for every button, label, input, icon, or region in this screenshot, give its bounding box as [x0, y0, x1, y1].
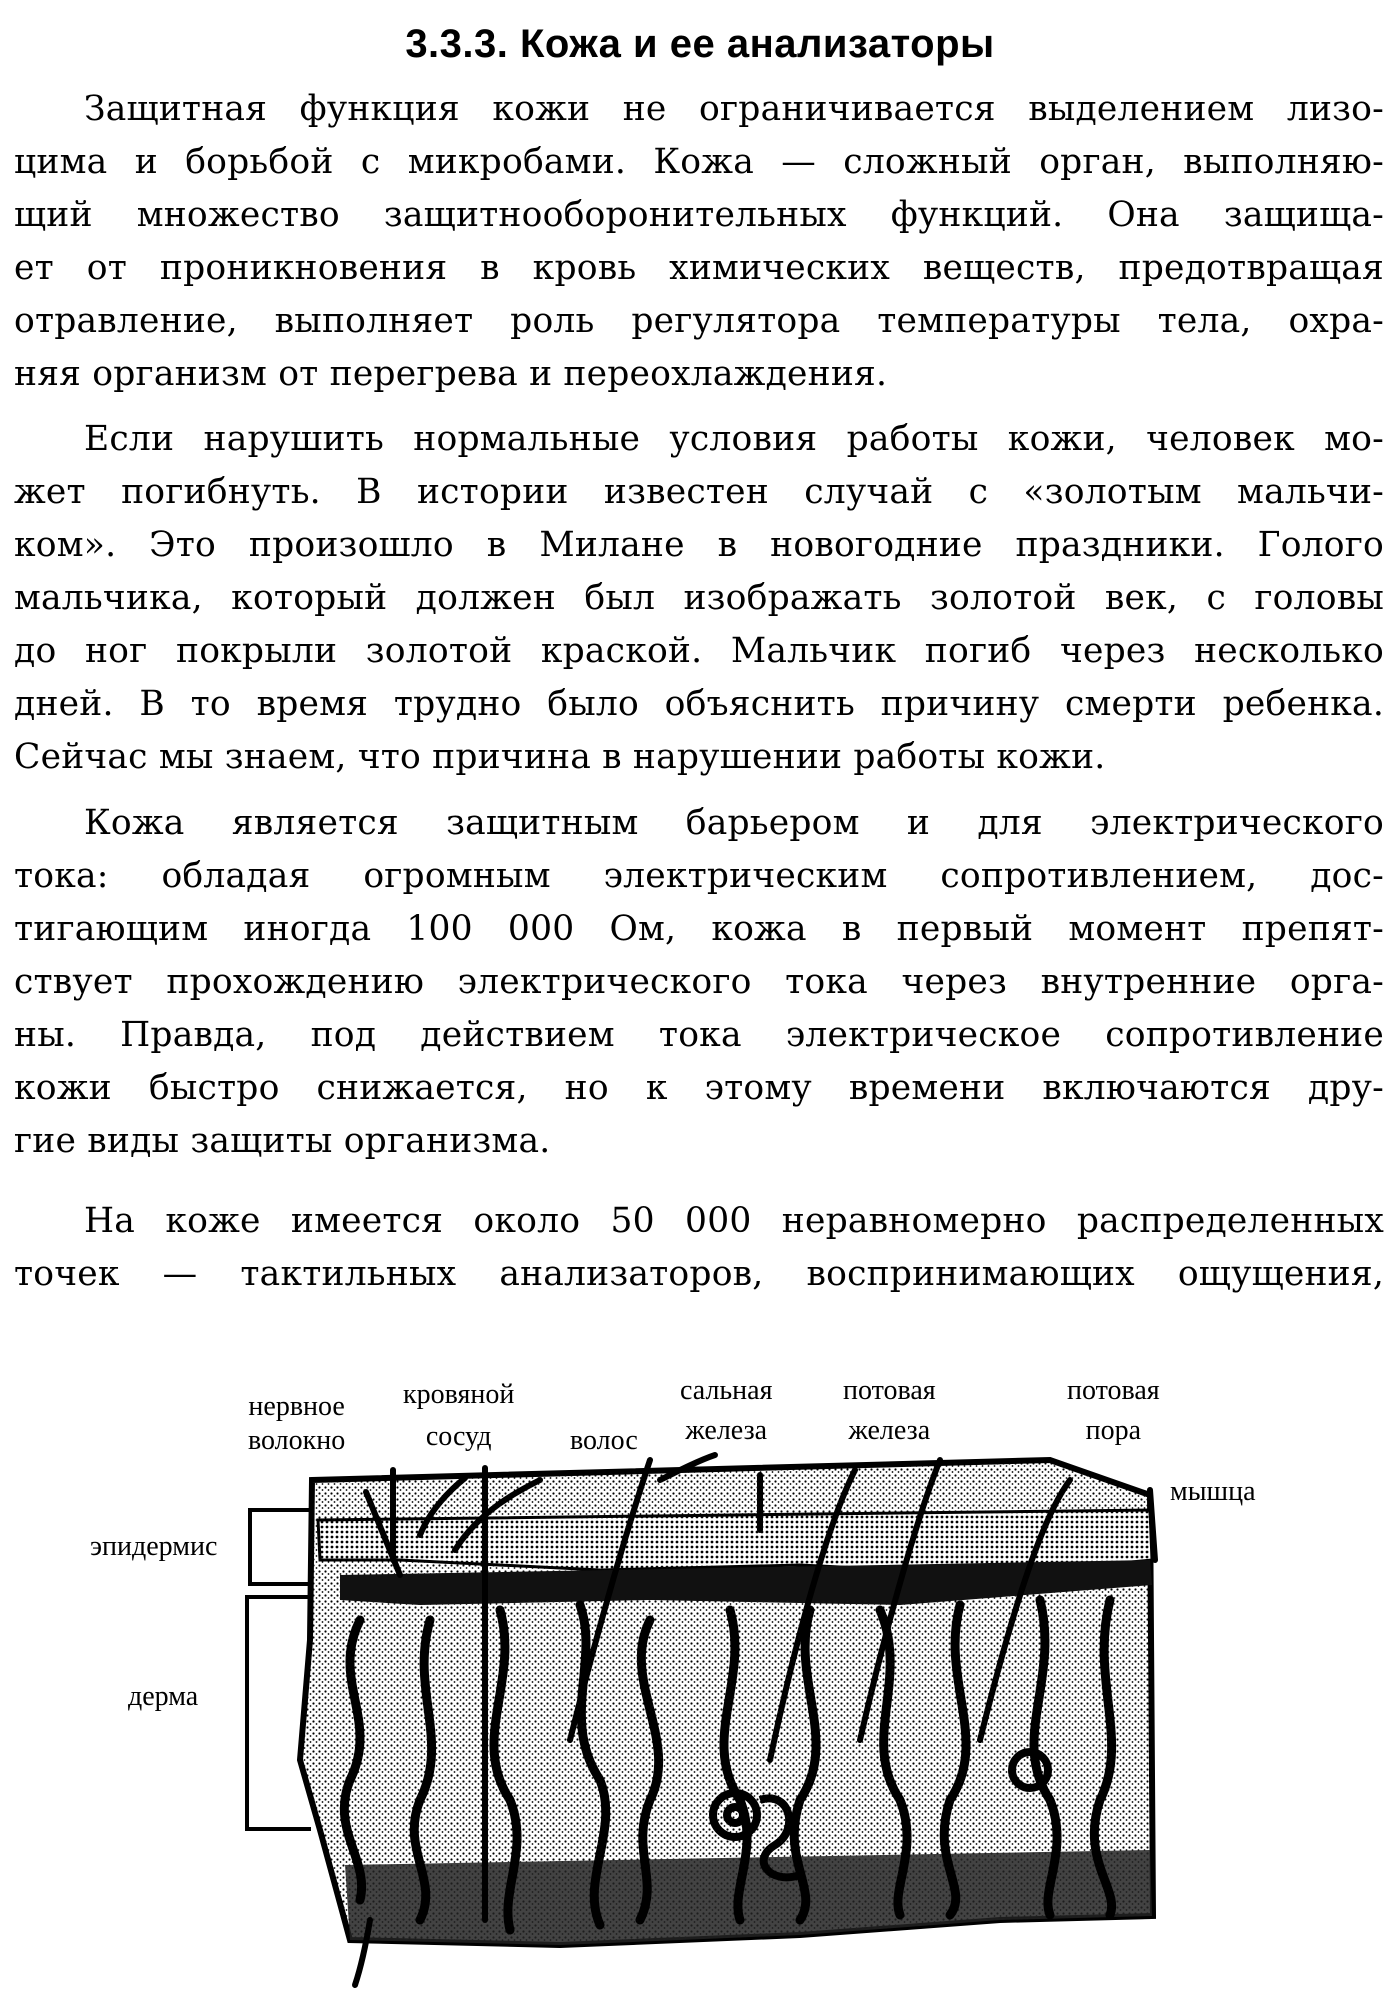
text-line: На коже имеется около 50 000 неравномерно распределенных: [84, 1201, 1384, 1241]
text-line: щий множество защитнооборонительных функций. Она защища-: [14, 195, 1384, 235]
text-line: тока: обладая огромным электрическим сопротивлением, дос-: [14, 856, 1384, 896]
text-line: тигающим иногда 100 000 Ом, кожа в первый момент препят-: [14, 909, 1384, 949]
paragraph-electric-barrier: [14, 797, 1384, 1168]
text-line: жет погибнуть. В истории известен случай с «золотым мальчи-: [14, 472, 1384, 512]
text-line: отравление, выполняет роль регулятора температуры тела, охра-: [14, 301, 1384, 341]
label-sebaceous-gland: сальная железа: [680, 1375, 773, 1446]
text-line: гие виды защиты организма.: [14, 1121, 551, 1161]
text-line: точек — тактильных анализаторов, воспринимающих ощущения,: [14, 1254, 1384, 1294]
text-line: ком». Это произошло в Милане в новогодние праздники. Голого: [14, 525, 1384, 565]
text-line: Защитная функция кожи не ограничивается выделением лизо-: [84, 89, 1384, 129]
text-line: ствует прохождению электрического тока через внутренние орга-: [14, 962, 1384, 1002]
paragraph-protective-function: [14, 83, 1384, 401]
text-line: Сейчас мы знаем, что причина в нарушении работы кожи.: [14, 737, 1106, 777]
label-hair: волос: [570, 1425, 638, 1456]
label-dermis: дерма: [128, 1681, 199, 1712]
text-line: ны. Правда, под действием тока электрическое сопротивление: [14, 1015, 1384, 1055]
skin-illustration: [0, 1360, 1400, 1993]
epidermis-bracket: [248, 1508, 312, 1586]
label-sweat-gland: потовая железа: [843, 1375, 936, 1446]
paragraph-golden-boy: [14, 413, 1384, 784]
text-line: Кожа является защитным барьером и для электрического: [84, 803, 1384, 843]
label-nerve-fiber: нервное волокно: [248, 1391, 346, 1456]
text-line: до ног покрыли золотой краской. Мальчик погиб через несколько: [14, 631, 1384, 671]
label-blood-vessel: кровяной сосуд: [403, 1379, 515, 1452]
text-line: Если нарушить нормальные условия работы кожи, человек мо-: [84, 419, 1384, 459]
text-line: цима и борьбой с микробами. Кожа — сложный орган, выполняю-: [14, 142, 1384, 182]
label-sweat-pore: потовая пора: [1067, 1375, 1160, 1446]
dermis-bracket: [245, 1595, 311, 1831]
paragraph-tactile-points: [14, 1195, 1384, 1301]
label-muscle: мышца: [1170, 1476, 1256, 1507]
text-line: кожи быстро снижается, но к этому времени включаются дру-: [14, 1068, 1384, 1108]
section-title: 3.3.3. Кожа и ее анализаторы: [405, 22, 995, 66]
text-line: няя организм от перегрева и переохлаждения.: [14, 354, 888, 394]
skin-cross-section-figure: [0, 1360, 1400, 1993]
text-line: ет от проникновения в кровь химических веществ, предотвращая: [14, 248, 1384, 288]
text-line: дней. В то время трудно было объяснить причину смерти ребенка.: [14, 684, 1384, 724]
label-epidermis: эпидермис: [90, 1531, 218, 1562]
text-line: мальчика, который должен был изображать золотой век, с головы: [14, 578, 1384, 618]
